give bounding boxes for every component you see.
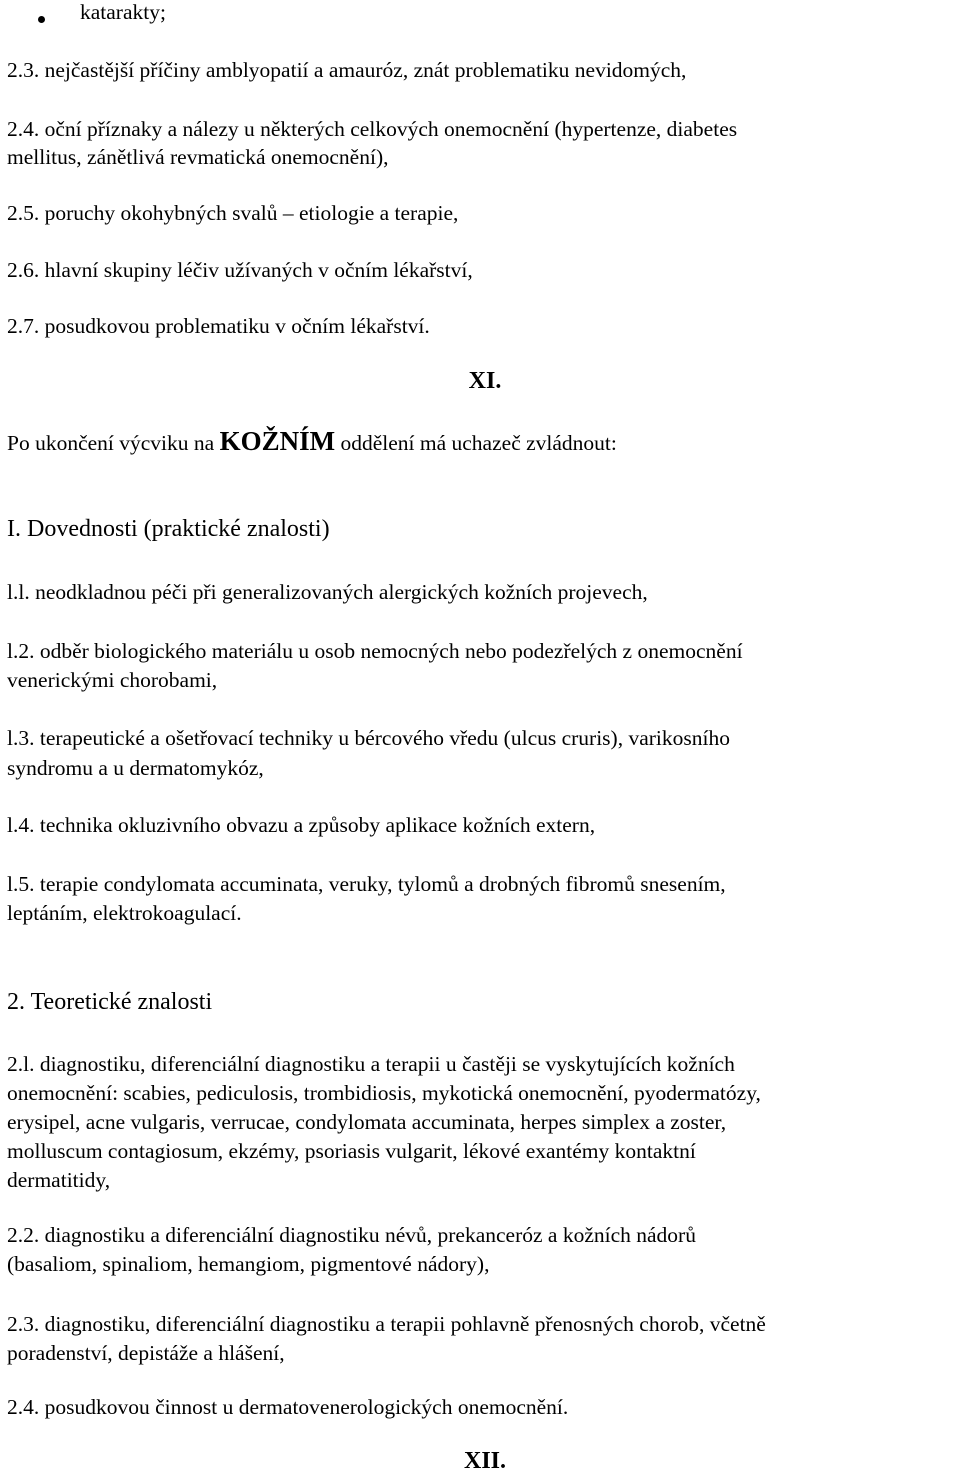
skill-item-5-line-1: l.5. terapie condylomata accuminata, veruky, tylomů a drobných fibromů snesením, bbox=[7, 872, 726, 896]
list-item-2-3: 2.3. nejčastější příčiny amblyopatií a amauróz, znát problematiku nevidomých, bbox=[7, 58, 687, 82]
list-item-2-5: 2.5. poruchy okohybných svalů – etiologie a terapie, bbox=[7, 201, 459, 225]
list-item-2-6: 2.6. hlavní skupiny léčiv užívaných v očním lékařství, bbox=[7, 258, 473, 282]
intro-after: oddělení má uchazeč zvládnout: bbox=[335, 431, 617, 455]
department-name: KOŽNÍM bbox=[219, 426, 336, 456]
theory-item-3-line-2: poradenství, depistáže a hlášení, bbox=[7, 1341, 285, 1365]
theory-item-1-line-3: erysipel, acne vulgaris, verrucae, condylomata accuminata, herpes simplex a zoster, bbox=[7, 1110, 727, 1134]
theory-item-2-line-1: 2.2. diagnostiku a diferenciální diagnostiku névů, prekanceróz a kožních nádorů bbox=[7, 1223, 696, 1247]
skill-item-3-line-1: l.3. terapeutické a ošetřovací techniky u bércového vředu (ulcus cruris), varikosního bbox=[7, 726, 730, 750]
bullet-dot bbox=[38, 16, 45, 23]
list-item-2-7: 2.7. posudkovou problematiku v očním lékařství. bbox=[7, 314, 430, 338]
skill-item-5-line-2: leptáním, elektrokoagulací. bbox=[7, 901, 242, 925]
intro-before: Po ukončení výcviku na bbox=[7, 431, 220, 455]
bullet-list-item bbox=[0, 0, 400, 30]
skills-heading: I. Dovednosti (praktické znalosti) bbox=[7, 516, 330, 542]
theory-item-3-line-1: 2.3. diagnostiku, diferenciální diagnostiku a terapii pohlavně přenosných chorob, včetně bbox=[7, 1312, 766, 1336]
department-intro bbox=[7, 427, 617, 458]
skill-item-3-line-2: syndromu a u dermatomykóz, bbox=[7, 756, 264, 780]
list-item-2-4-line-1: 2.4. oční příznaky a nálezy u některých celkových onemocnění (hypertenze, diabetes bbox=[7, 117, 738, 141]
theory-item-1-line-1: 2.l. diagnostiku, diferenciální diagnostiku a terapii u častěji se vyskytujících kožních bbox=[7, 1052, 735, 1076]
theory-item-1-line-4: molluscum contagiosum, ekzémy, psoriasis vulgarit, lékové exantémy kontaktní bbox=[7, 1139, 696, 1163]
theory-heading: 2. Teoretické znalosti bbox=[7, 989, 213, 1015]
theory-item-1-line-2: onemocnění: scabies, pediculosis, trombidiosis, mykotická onemocnění, pyodermatózy, bbox=[7, 1081, 761, 1105]
skill-item-2-line-1: l.2. odběr biologického materiálu u osob nemocných nebo podezřelých z onemocnění bbox=[7, 639, 743, 663]
skill-item-1: l.l. neodkladnou péči při generalizovaných alergických kožních projevech, bbox=[7, 580, 648, 604]
section-xi-numeral: XI. bbox=[468, 368, 502, 394]
theory-item-2-line-2: (basaliom, spinaliom, hemangiom, pigmentové nádory), bbox=[7, 1252, 490, 1276]
section-xii-numeral: XII. bbox=[463, 1448, 506, 1474]
theory-item-1-line-5: dermatitidy, bbox=[7, 1168, 111, 1192]
theory-item-4: 2.4. posudkovou činnost u dermatovenerologických onemocnění. bbox=[7, 1395, 569, 1419]
skill-item-4: l.4. technika okluzivního obvazu a způsoby aplikace kožních extern, bbox=[7, 813, 596, 837]
list-item-2-4-line-2: mellitus, zánětlivá revmatická onemocnění), bbox=[7, 145, 389, 169]
skill-item-2-line-2: venerickými chorobami, bbox=[7, 668, 218, 692]
bullet-item-text: katarakty; bbox=[80, 0, 166, 24]
